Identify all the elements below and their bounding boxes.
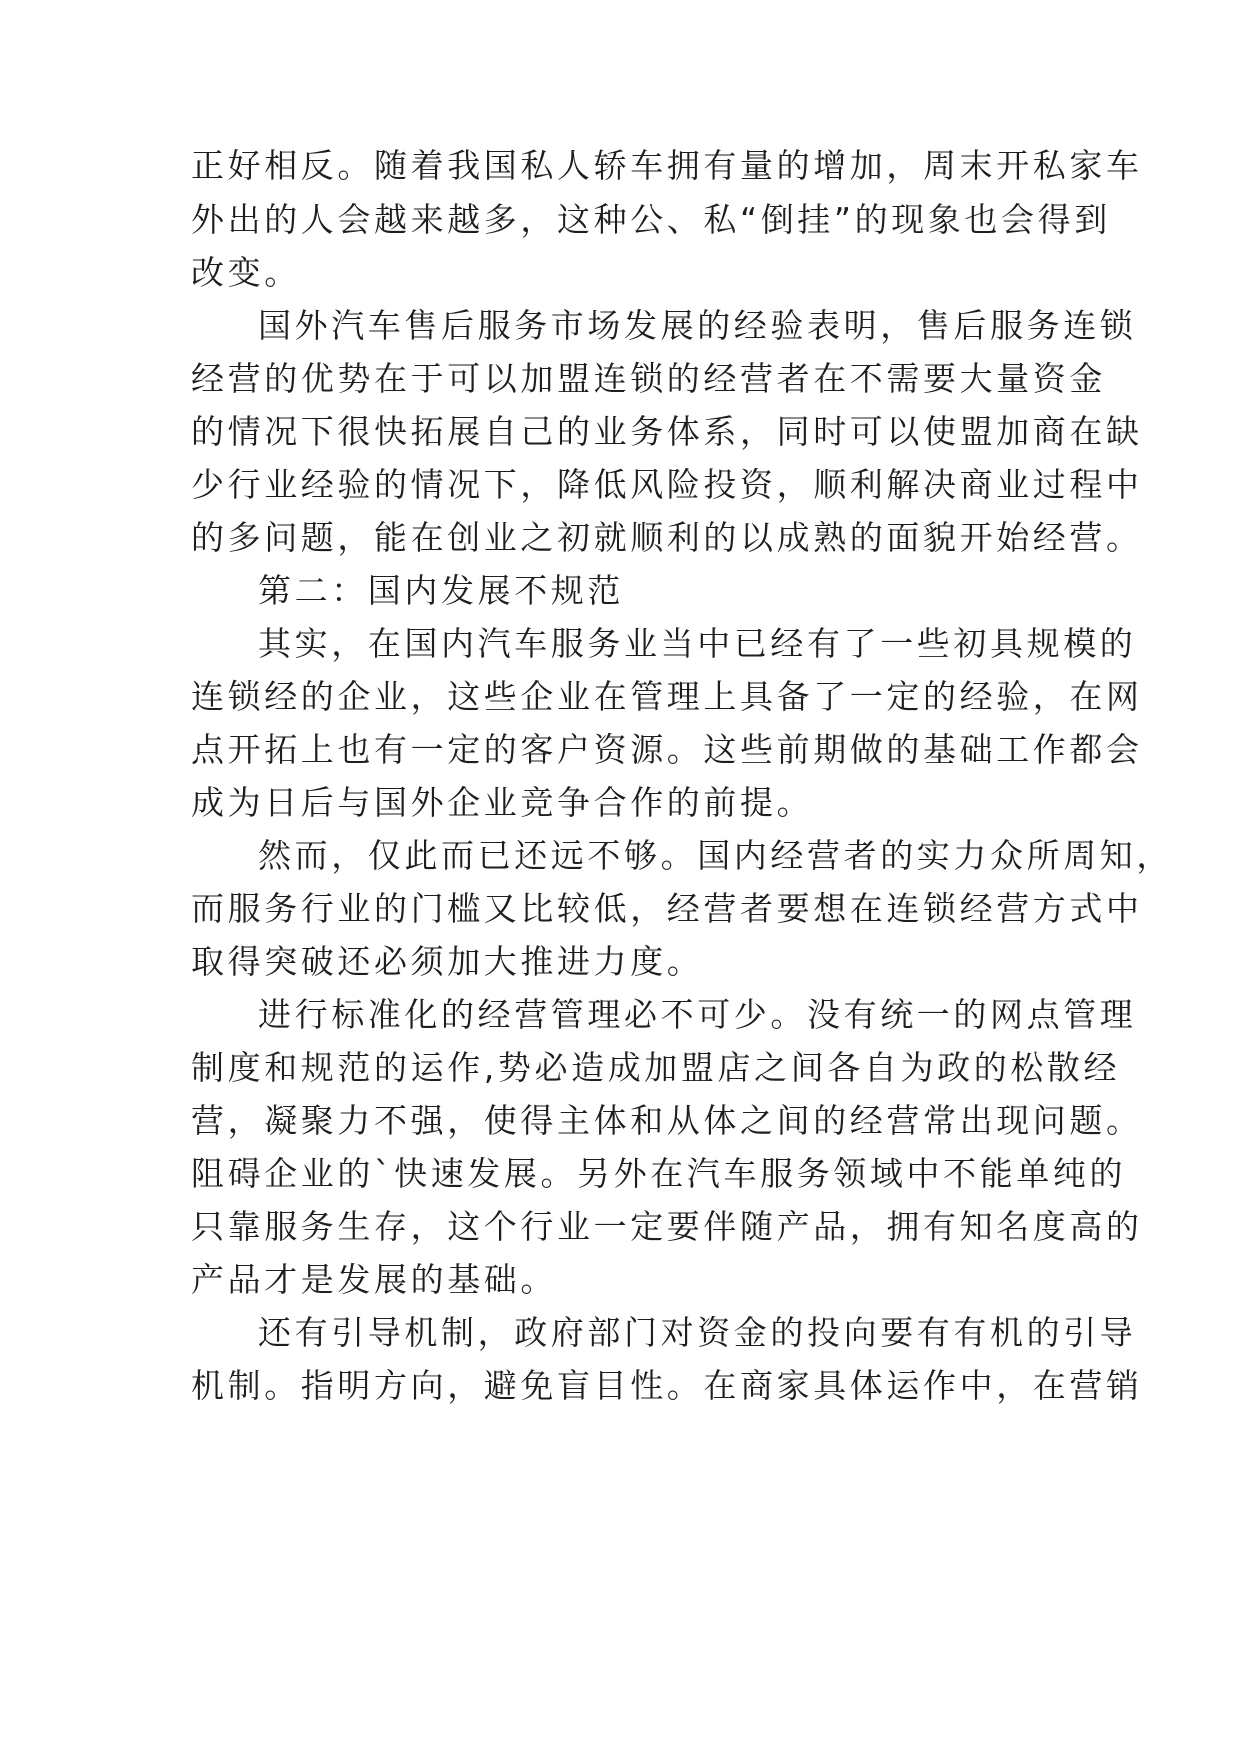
text-line: 其实，在国内汽车服务业当中已经有了一些初具规模的 [258,624,1137,663]
text-line: 然而，仅此而已还远不够。国内经营者的实力众所周知， [258,836,1173,875]
text-line: 的多问题，能在创业之初就顺利的以成熟的面貌开始经营。 [191,518,1143,557]
text-line: 只靠服务生存，这个行业一定要伴随产品，拥有知名度高的 [191,1207,1143,1246]
text-line: 成为日后与国外企业竞争合作的前提。 [191,783,814,822]
section-heading: 第二：国内发展不规范 [258,571,624,610]
text-line: 产品才是发展的基础。 [191,1260,557,1299]
text-line: 机制。指明方向，避免盲目性。在商家具体运作中，在营销 [191,1366,1143,1405]
text-line: 阻碍企业的`快速发展。另外在汽车服务领域中不能单纯的 [191,1154,1127,1193]
text-line: 经营的优势在于可以加盟连锁的经营者在不需要大量资金 [191,359,1106,398]
text-line: 国外汽车售后服务市场发展的经验表明，售后服务连锁 [258,306,1137,345]
text-line: 的情况下很快拓展自己的业务体系，同时可以使盟加商在缺 [191,412,1143,451]
text-line: 连锁经的企业，这些企业在管理上具备了一定的经验，在网 [191,677,1143,716]
text-line: 外出的人会越来越多，这种公、私“倒挂”的现象也会得到 [191,200,1111,239]
text-line: 正好相反。随着我国私人轿车拥有量的增加，周末开私家车 [191,146,1143,185]
text-line: 取得突破还必须加大推进力度。 [191,942,704,981]
text-line: 而服务行业的门槛又比较低，经营者要想在连锁经营方式中 [191,889,1143,928]
text-line: 制度和规范的运作,势必造成加盟店之间各自为政的松散经 [191,1048,1121,1087]
text-line: 进行标准化的经营管理必不可少。没有统一的网点管理 [258,995,1137,1034]
text-line: 改变。 [191,253,301,292]
text-line: 点开拓上也有一定的客户资源。这些前期做的基础工作都会 [191,730,1143,769]
text-line: 少行业经验的情况下，降低风险投资，顺利解决商业过程中 [191,465,1143,504]
text-line: 营，凝聚力不强，使得主体和从体之间的经营常出现问题。 [191,1101,1143,1140]
text-line: 还有引导机制，政府部门对资金的投向要有有机的引导 [258,1313,1137,1352]
